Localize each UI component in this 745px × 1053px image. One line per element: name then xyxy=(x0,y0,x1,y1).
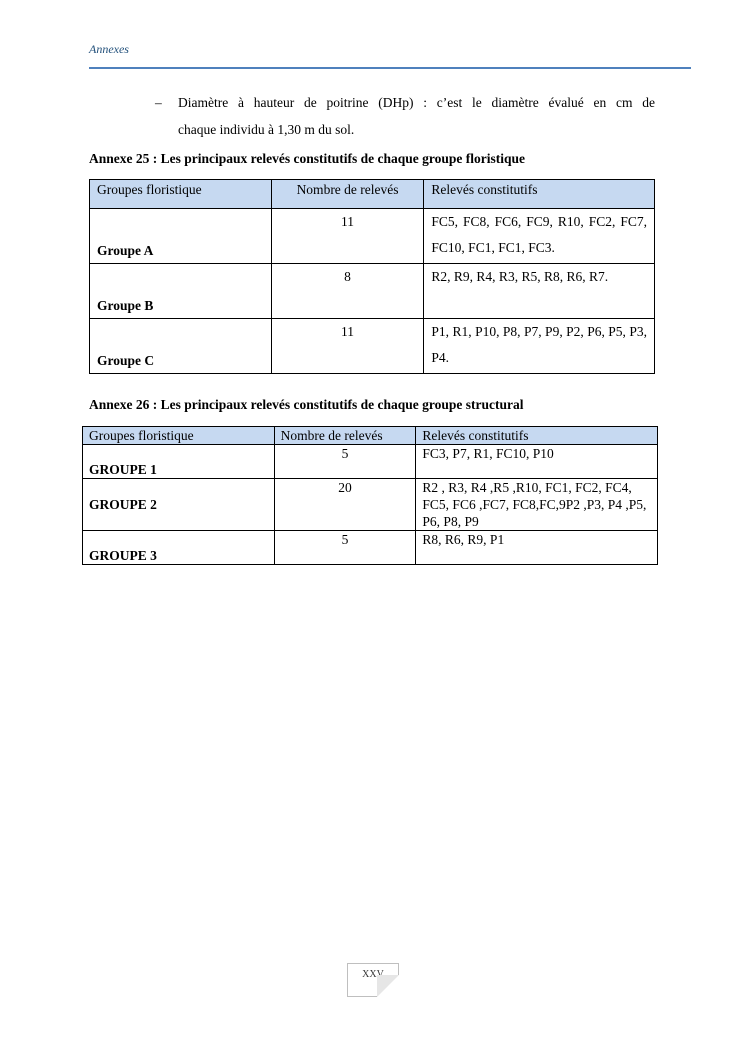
header-releves: Relevés constitutifs xyxy=(416,427,658,445)
releve-list: FC3, P7, R1, FC10, P10 xyxy=(416,445,658,479)
annexe26-table xyxy=(82,426,658,565)
header-releves: Relevés constitutifs xyxy=(424,180,655,209)
group-name: Groupe C xyxy=(90,319,272,374)
releve-count: 11 xyxy=(271,209,424,264)
header-count: Nombre de relevés xyxy=(274,427,416,445)
table-row xyxy=(90,209,655,264)
header-count: Nombre de relevés xyxy=(271,180,424,209)
table-row xyxy=(83,445,658,479)
annexe26-caption: Annexe 26 : Les principaux relevés constitutifs de chaque groupe structural xyxy=(89,397,524,412)
releve-count: 8 xyxy=(271,264,424,319)
group-name: GROUPE 1 xyxy=(83,445,275,479)
running-header: Annexes xyxy=(89,42,129,56)
bullet-text-line2: chaque individu à 1,30 m du sol. xyxy=(178,122,355,137)
releve-count: 5 xyxy=(274,531,416,565)
bullet-dash: – xyxy=(155,95,162,110)
releve-list: R2 , R3, R4 ,R5 ,R10, FC1, FC2, FC4, FC5, FC6 ,FC7, FC8,FC,9P2 ,P3, P4 ,P5, P6, P8, P9 xyxy=(416,479,658,531)
page-number: XXV xyxy=(362,969,384,980)
bullet-item xyxy=(155,89,655,143)
annexe25-table xyxy=(89,179,655,374)
releve-list: P1, R1, P10, P8, P7, P9, P2, P6, P5, P3, P4. xyxy=(424,319,655,374)
page-number-box xyxy=(347,963,399,997)
page-fold-corner xyxy=(377,975,399,997)
group-name: Groupe B xyxy=(90,264,272,319)
releve-list: FC5, FC8, FC6, FC9, R10, FC2, FC7, FC10, FC1, FC1, FC3. xyxy=(424,209,655,264)
annexe25-caption: Annexe 25 : Les principaux relevés constitutifs de chaque groupe floristique xyxy=(89,151,526,166)
table-row xyxy=(90,319,655,374)
group-name: Groupe A xyxy=(90,209,272,264)
header-rule xyxy=(89,67,691,69)
releve-count: 5 xyxy=(274,445,416,479)
table-header-row xyxy=(83,427,658,445)
table-row xyxy=(83,479,658,531)
releve-list: R8, R6, R9, P1 xyxy=(416,531,658,565)
header-groups: Groupes floristique xyxy=(83,427,275,445)
header-groups: Groupes floristique xyxy=(90,180,272,209)
group-name: GROUPE 3 xyxy=(83,531,275,565)
releve-count: 20 xyxy=(274,479,416,531)
releve-count: 11 xyxy=(271,319,424,374)
table-row xyxy=(90,264,655,319)
table-row xyxy=(83,531,658,565)
table-header-row xyxy=(90,180,655,209)
releve-list: R2, R9, R4, R3, R5, R8, R6, R7. xyxy=(424,264,655,319)
group-name: GROUPE 2 xyxy=(83,479,275,531)
bullet-text-line1: Diamètre à hauteur de poitrine (DHp) : c’est le diamètre évalué en cm de xyxy=(178,95,655,110)
